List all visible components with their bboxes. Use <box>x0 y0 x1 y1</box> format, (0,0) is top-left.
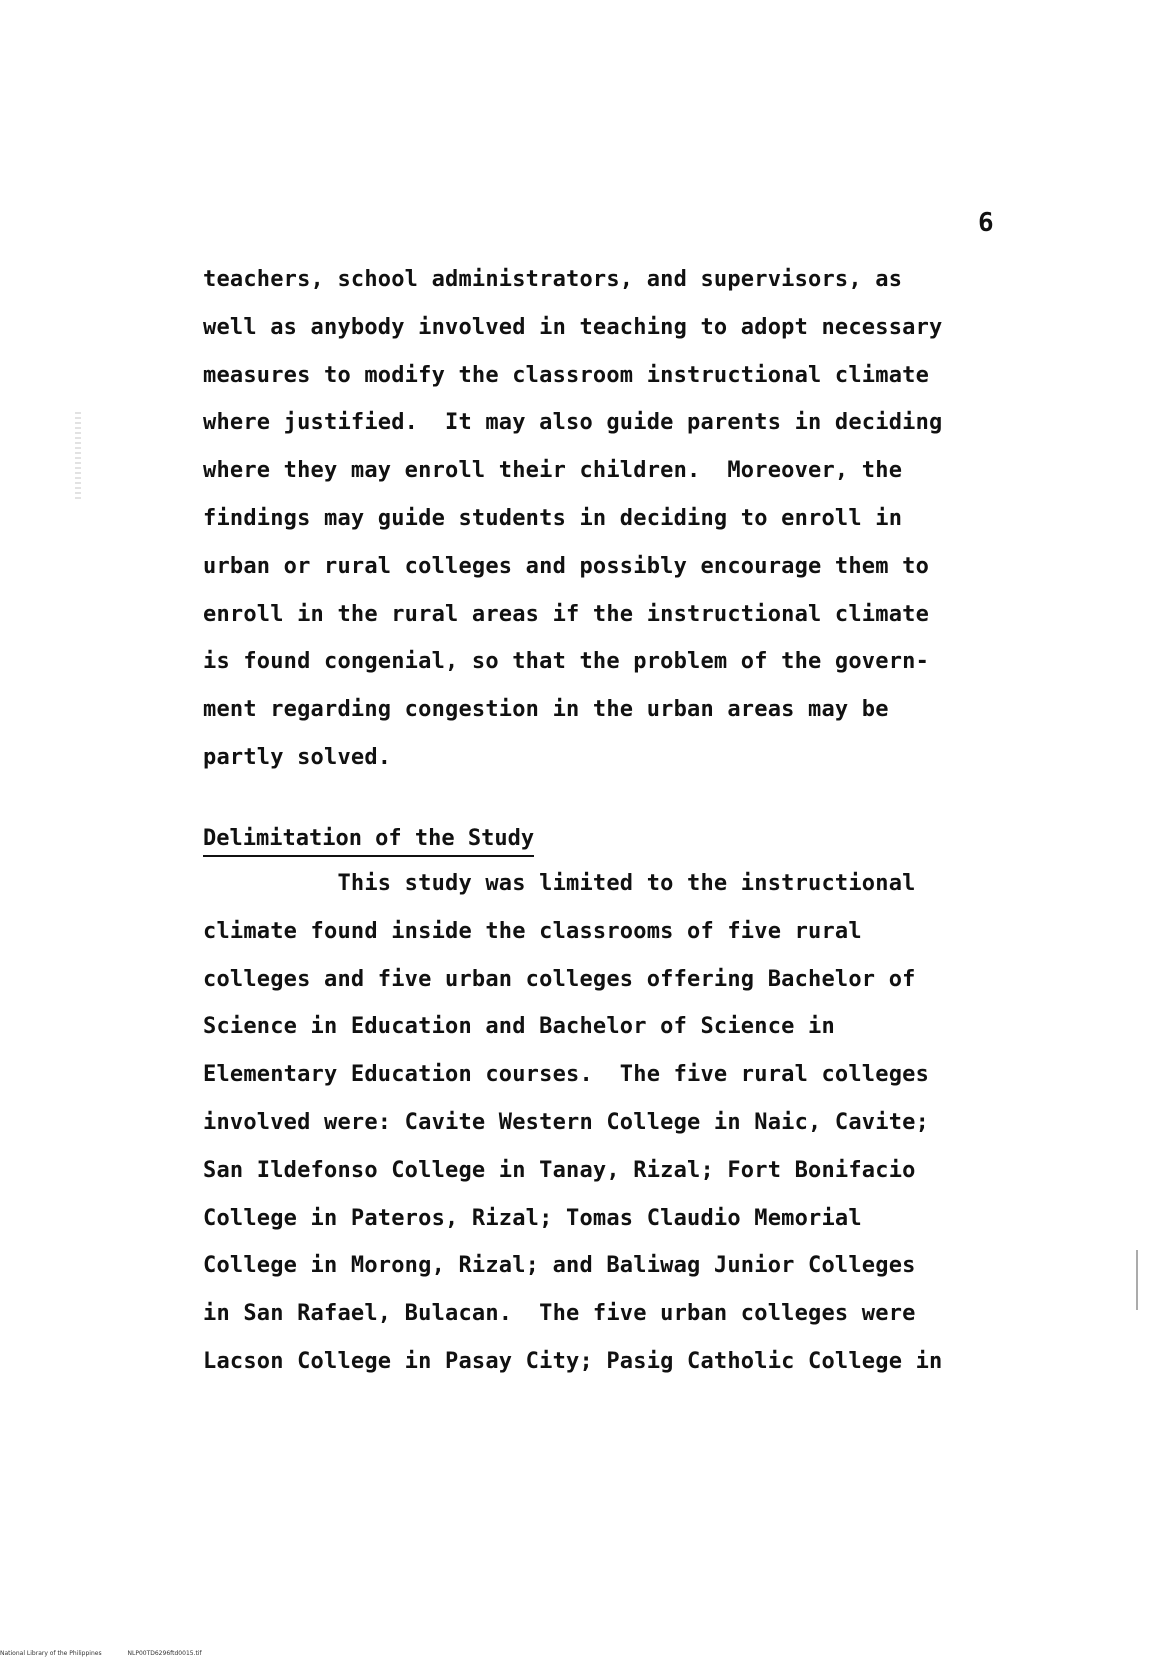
text-line: measures to modify the classroom instructional climate <box>203 362 930 388</box>
text-line: ment regarding congestion in the urban areas may be <box>203 697 889 723</box>
text-line: This study was limited to the instructional <box>203 871 916 896</box>
text-line: colleges and five urban colleges offering Bachelor of <box>203 966 916 992</box>
text-line: in San Rafael, Bulacan. The five urban colleges were <box>203 1301 916 1327</box>
text-line: climate found inside the classrooms of five rural <box>203 918 862 944</box>
page-number: 6 <box>978 208 994 238</box>
text-line: Elementary Education courses. The five rural colleges <box>203 1062 930 1088</box>
text-line: where justified. It may also guide parents in deciding <box>203 410 943 436</box>
scan-footer <box>0 1649 226 1658</box>
text-line: where they may enroll their children. Moreover, the <box>203 458 903 484</box>
text-line: is found congenial, so that the problem of the govern- <box>203 649 930 675</box>
text-line: College in Morong, Rizal; and Baliwag Junior Colleges <box>203 1253 916 1279</box>
text-line: Lacson College in Pasay City; Pasig Catholic College in <box>203 1348 943 1374</box>
text-line: involved were: Cavite Western College in Naic, Cavite; <box>203 1109 930 1135</box>
right-edge-scan-mark <box>1136 1250 1138 1310</box>
footer-library: National Library of the Philippines <box>0 1650 102 1657</box>
footer-file: NLP00TD6296ftd0015.tif <box>127 1650 202 1657</box>
text-line: enroll in the rural areas if the instructional climate <box>203 601 930 627</box>
text-line: well as anybody involved in teaching to adopt necessary <box>203 314 943 340</box>
text-line: Science in Education and Bachelor of Science in <box>203 1014 835 1040</box>
text-line: partly solved. <box>203 744 392 770</box>
text-line: urban or rural colleges and possibly encourage them to <box>203 553 930 579</box>
paragraph-1 <box>203 256 1003 782</box>
section-heading: Delimitation of the Study <box>203 824 534 857</box>
margin-scan-speck <box>75 412 81 502</box>
text-line: San Ildefonso College in Tanay, Rizal; Fort Bonifacio <box>203 1157 916 1183</box>
text-line: teachers, school administrators, and supervisors, as <box>203 267 903 292</box>
paragraph-2 <box>203 860 1003 1386</box>
text-line: findings may guide students in deciding to enroll in <box>203 505 903 531</box>
text-line: College in Pateros, Rizal; Tomas Claudio Memorial <box>203 1205 862 1231</box>
